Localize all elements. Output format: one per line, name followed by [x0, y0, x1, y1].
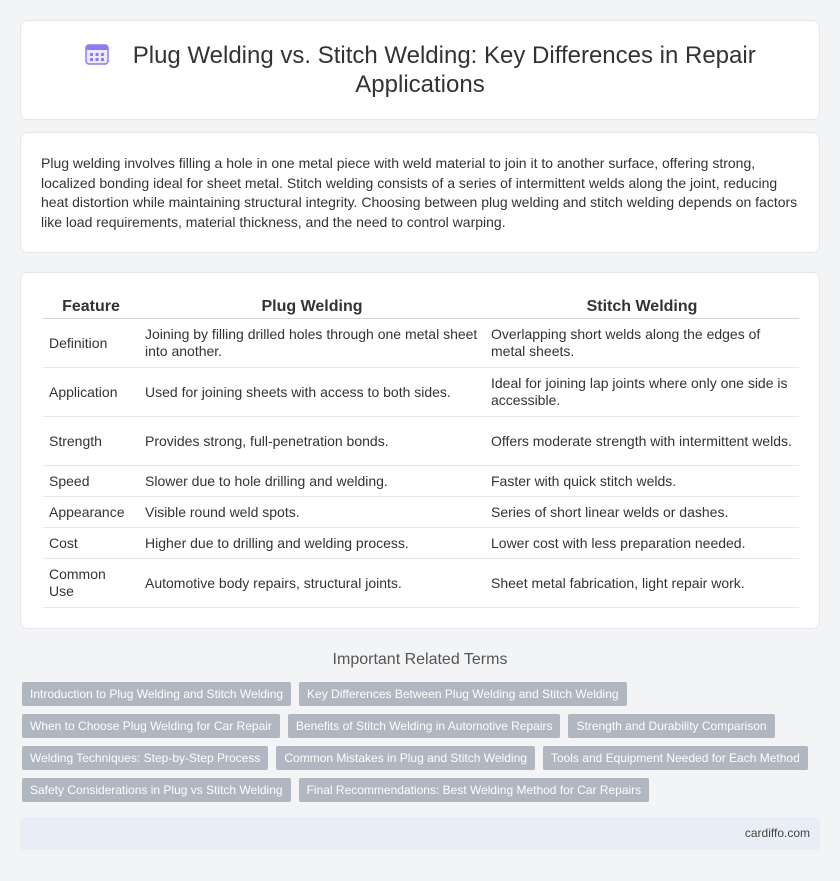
related-term-tag[interactable]: When to Choose Plug Welding for Car Repair — [22, 714, 280, 738]
related-term-tag[interactable]: Safety Considerations in Plug vs Stitch Welding — [22, 778, 291, 802]
intro-card — [20, 132, 820, 253]
column-header-stitch-welding: Stitch Welding — [485, 295, 799, 319]
stitch-welding-cell: Lower cost with less preparation needed. — [485, 528, 799, 559]
related-term-tag[interactable]: Final Recommendations: Best Welding Method for Car Repairs — [299, 778, 650, 802]
column-header-feature: Feature — [43, 295, 139, 319]
plug-welding-cell: Joining by filling drilled holes through one metal sheet into another. — [139, 319, 485, 368]
page-title: Plug Welding vs. Stitch Welding: Key Differences in Repair Applications — [132, 42, 756, 98]
plug-welding-cell: Higher due to drilling and welding process. — [139, 528, 485, 559]
stitch-welding-cell: Ideal for joining lap joints where only one side is accessible. — [485, 368, 799, 417]
stitch-welding-cell: Faster with quick stitch welds. — [485, 466, 799, 497]
related-terms-list — [22, 682, 822, 802]
table-row — [43, 528, 799, 559]
table-row — [43, 417, 799, 466]
table-row — [43, 368, 799, 417]
stitch-welding-cell: Series of short linear welds or dashes. — [485, 497, 799, 528]
column-header-plug-welding: Plug Welding — [139, 295, 485, 319]
plug-welding-cell: Slower due to hole drilling and welding. — [139, 466, 485, 497]
footer — [20, 817, 820, 850]
plug-welding-cell: Visible round weld spots. — [139, 497, 485, 528]
related-term-tag[interactable]: Strength and Durability Comparison — [568, 714, 774, 738]
table-row — [43, 559, 799, 608]
table-row — [43, 497, 799, 528]
related-term-tag[interactable]: Welding Techniques: Step-by-Step Process — [22, 746, 268, 770]
related-terms-title: Important Related Terms — [332, 651, 508, 668]
related-term-tag[interactable]: Introduction to Plug Welding and Stitch Welding — [22, 682, 291, 706]
table-row — [43, 466, 799, 497]
stitch-welding-cell: Offers moderate strength with intermittent welds. — [485, 417, 799, 466]
plug-welding-cell: Automotive body repairs, structural joints. — [139, 559, 485, 608]
related-term-tag[interactable]: Benefits of Stitch Welding in Automotive Repairs — [288, 714, 561, 738]
header-card — [20, 20, 820, 120]
stitch-welding-cell: Sheet metal fabrication, light repair work. — [485, 559, 799, 608]
comparison-table-card — [20, 272, 820, 629]
feature-cell: Speed — [43, 466, 139, 497]
related-term-tag[interactable]: Common Mistakes in Plug and Stitch Welding — [276, 746, 535, 770]
title-wrap — [60, 41, 780, 99]
feature-cell: Application — [43, 368, 139, 417]
intro-text: Plug welding involves filling a hole in one metal piece with weld material to join it to another surface, offering strong, localized bonding ideal for sheet metal. Stitch welding consists of a series of intermittent welds along the joint, reducing heat distortion while maintaining structural integrity. Choosing between plug welding and stitch welding depends on factors like load requirements, material thickness, and the need to control warping. — [41, 155, 798, 230]
stitch-welding-cell: Overlapping short welds along the edges of metal sheets. — [485, 319, 799, 368]
plug-welding-cell: Used for joining sheets with access to both sides. — [139, 368, 485, 417]
related-term-tag[interactable]: Key Differences Between Plug Welding and Stitch Welding — [299, 682, 627, 706]
feature-cell: Definition — [43, 319, 139, 368]
feature-cell: Strength — [43, 417, 139, 466]
calendar-icon — [84, 42, 110, 66]
feature-cell: Cost — [43, 528, 139, 559]
plug-welding-cell: Provides strong, full-penetration bonds. — [139, 417, 485, 466]
feature-cell: Appearance — [43, 497, 139, 528]
feature-cell: Common Use — [43, 559, 139, 608]
related-term-tag[interactable]: Tools and Equipment Needed for Each Method — [543, 746, 808, 770]
table-header-row — [43, 295, 799, 319]
comparison-table — [43, 295, 799, 608]
table-row — [43, 319, 799, 368]
footer-site-link[interactable]: cardiffo.com — [744, 826, 810, 840]
